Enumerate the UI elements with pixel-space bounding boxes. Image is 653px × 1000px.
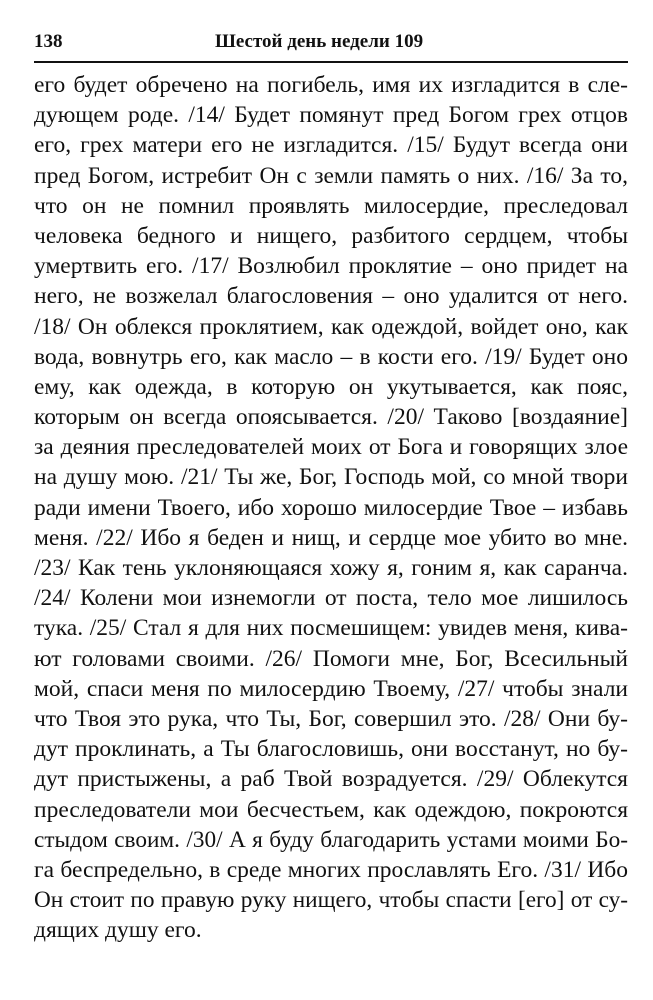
- text-line: что он не помнил проявлять милосердие, преследовал: [34, 192, 628, 219]
- text-line: дующем роде. /14/ Будет помянут пред Богом грех отцов: [34, 102, 628, 129]
- text-line: умертвить его. /17/ Возлюбил проклятие – оно придет на: [34, 253, 628, 280]
- page-header: [34, 28, 629, 60]
- text-line: за деяния преследователей моих от Бога и говорящих злое: [34, 434, 628, 461]
- running-title: Шестой день недели 109: [215, 31, 424, 52]
- text-line: /23/ Как тень уклоняющаяся хожу я, гоним я, как саранча.: [34, 555, 628, 581]
- text-line: преследователи мои бесчестьем, как одеждою, покроются: [34, 796, 628, 823]
- text-line: Он стоит по правую руку нищего, чтобы спасти [его] от су-: [34, 887, 628, 914]
- text-line: га беспредельно, в среде многих прославлять Его. /31/ Ибо: [34, 856, 628, 883]
- body-text: [34, 70, 628, 945]
- text-line: дут пристыжены, а раб Твой возрадуется. /29/ Облекутся: [34, 766, 628, 793]
- text-line: его, грех матери его не изгладится. /15/ Будут всегда они: [34, 132, 628, 159]
- text-line: тука. /25/ Стал я для них посмешищем: увидев меня, кива-: [34, 615, 628, 642]
- text-line: человека бедного и нищего, разбитого сердцем, чтобы: [34, 222, 628, 249]
- text-line: стыдом своим. /30/ А я буду благодарить устами моими Бо-: [34, 826, 628, 853]
- page-number: 138: [34, 31, 63, 52]
- text-line: меня. /22/ Ибо я беден и нищ, и сердце мое убито во мне.: [34, 524, 628, 551]
- text-line: /18/ Он облекся проклятием, как одеждой, войдет оно, как: [34, 313, 628, 340]
- text-line: /24/ Колени мои изнемогли от поста, тело мое лишилось: [34, 585, 628, 612]
- text-line: дящих душу его.: [34, 917, 202, 944]
- text-line: которым он всегда опоясывается. /20/ Таково [воздаяние]: [34, 404, 628, 431]
- text-line: ради имени Твоего, ибо хорошо милосердие Твое – избавь: [34, 494, 628, 521]
- text-line: него, не возжелал благословения – оно удалится от него.: [34, 283, 628, 310]
- text-line: его будет обречено на погибель, имя их изгладится в сле-: [34, 72, 628, 98]
- text-line: на душу мою. /21/ Ты же, Бог, Господь мой, со мной твори: [34, 464, 628, 491]
- text-line: пред Богом, истребит Он с земли память о них. /16/ За то,: [34, 162, 628, 189]
- text-line: вода, вовнутрь его, как масло – в кости его. /19/ Будет оно: [34, 343, 628, 370]
- text-line: ему, как одежда, в которую он укутывается, как пояс,: [34, 373, 628, 400]
- text-line: ют головами своими. /26/ Помоги мне, Бог, Всесильный: [34, 645, 628, 672]
- text-line: дут проклинать, а Ты благословишь, они восстанут, но бу-: [34, 736, 628, 763]
- text-line: что Твоя это рука, что Ты, Бог, совершил это. /28/ Они бу-: [34, 705, 628, 732]
- header-rule: [34, 61, 628, 63]
- text-line: мой, спаси меня по милосердию Твоему, /27/ чтобы знали: [34, 675, 628, 702]
